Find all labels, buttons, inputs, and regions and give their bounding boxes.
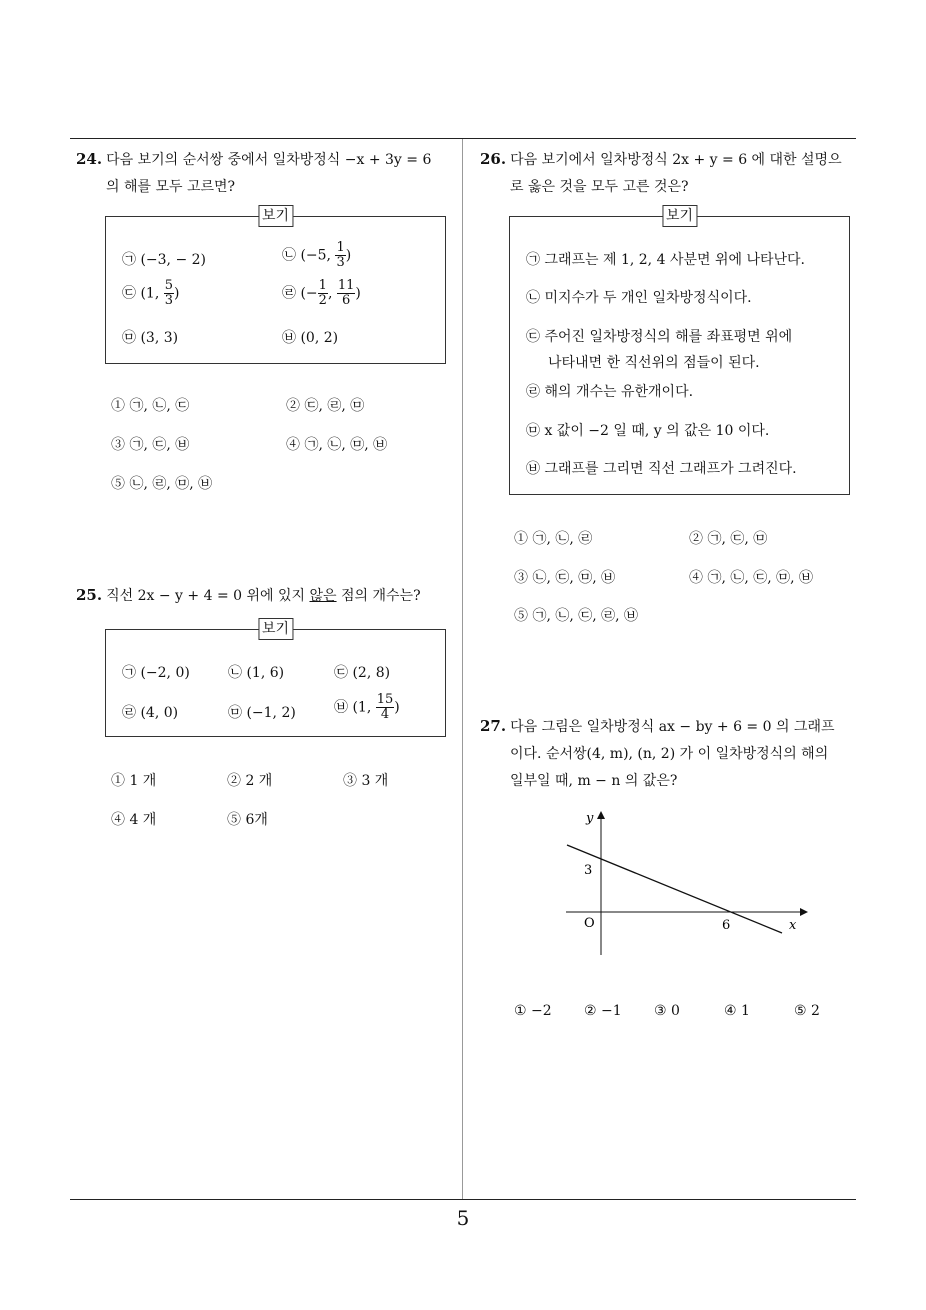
bogi-item: ㉣ (− $\frac{1}{2}$ , $\frac{11}{6}$ ) [282,278,361,308]
y-axis-arrow-icon [597,811,605,819]
bogi-title: 보기 [662,205,697,227]
graph-line [567,845,782,933]
bogi-item: ㉣ (4, 0) [122,705,179,721]
answer-option[interactable]: ② 2 개 [227,773,273,789]
answer-option[interactable]: ⑤ ㉠, ㉡, ㉢, ㉣, ㉥ [514,608,639,624]
y-intercept-label: 3 [584,863,593,878]
bogi-item: ㉥ (0, 2) [282,330,339,346]
answer-option[interactable]: ① 1 개 [111,773,157,789]
answer-option[interactable]: ③ 0 [654,1003,680,1019]
question-text: 일부일 때, m − n 의 값은? [510,773,678,789]
answer-option[interactable]: ② −1 [584,1003,622,1019]
bogi-item: ㉠ 그래프는 제 1, 2, 4 사분면 위에 나타난다. [526,252,806,268]
answer-option[interactable]: ④ ㉠, ㉡, ㉤, ㉥ [286,437,388,453]
answer-option[interactable]: ③ ㉡, ㉢, ㉤, ㉥ [514,570,616,586]
bogi-item: ㉥ 그래프를 그리면 직선 그래프가 그려진다. [526,461,797,477]
column-divider [462,139,463,1199]
answer-option[interactable]: ④ 4 개 [111,812,157,828]
x-axis-label: x [789,918,797,933]
question-text: 의 해를 모두 고르면? [106,179,236,195]
answer-option[interactable]: ③ 3 개 [343,773,389,789]
question-text: 이다. 순서쌍(4, m), (n, 2) 가 이 일차방정식의 해의 [510,746,829,762]
bogi-item: ㉢ (2, 8) [334,665,391,681]
x-axis-arrow-icon [800,908,808,916]
answer-option[interactable]: ⑤ 2 [794,1003,820,1019]
origin-label: O [584,916,595,931]
answer-option[interactable]: ③ ㉠, ㉢, ㉥ [111,437,190,453]
question-number: 27. [480,717,507,735]
answer-option[interactable]: ④ 1 [724,1003,750,1019]
answer-option[interactable]: ⑤ ㉡, ㉣, ㉤, ㉥ [111,476,213,492]
question-27 [480,713,862,795]
bogi-item: ㉢ 주어진 일차방정식의 해를 좌표평면 위에 [526,329,793,345]
underlined-word: 않은 [309,588,337,604]
bogi-box [105,208,446,364]
question-number: 24. [76,150,103,168]
bogi-box [105,621,446,737]
question-number: 25. [76,586,103,604]
bogi-item: ㉡ 미지수가 두 개인 일차방정식이다. [526,290,752,306]
bottom-rule [70,1199,856,1200]
question-number: 26. [480,150,507,168]
bogi-item: 나타내면 한 직선위의 점들이 된다. [548,355,760,371]
bogi-item: ㉡ (1, 6) [228,665,285,681]
answer-option[interactable]: ② ㉠, ㉢, ㉤ [689,531,768,547]
question-24 [76,146,458,201]
answer-option[interactable]: ① −2 [514,1003,552,1019]
bogi-item: ㉤ x 값이 −2 일 때, y 의 값은 10 이다. [526,423,770,439]
question-25 [76,582,458,610]
x-intercept-label: 6 [722,918,731,933]
answer-option[interactable]: ① ㉠, ㉡, ㉣ [514,531,593,547]
answer-option[interactable]: ④ ㉠, ㉡, ㉢, ㉤, ㉥ [689,570,814,586]
bogi-item: ㉠ (−2, 0) [122,665,190,681]
question-text: 점의 개수는? [336,588,421,604]
answer-option[interactable]: ② ㉢, ㉣, ㉤ [286,398,365,414]
bogi-item: ㉤ (3, 3) [122,330,179,346]
bogi-item: ㉠ (−3, − 2) [122,252,206,268]
answer-option[interactable]: ⑤ 6개 [227,812,268,828]
question-text: 다음 그림은 일차방정식 ax − by + 6 = 0 의 그래프 [510,719,835,735]
bogi-title: 보기 [258,205,293,227]
bogi-item: ㉤ (−1, 2) [228,705,296,721]
bogi-item: ㉥ (1, $\frac{15}{4}$ ) [334,692,400,722]
page-number: 5 [456,1206,470,1230]
question-text: 다음 보기의 순서쌍 중에서 일차방정식 −x + 3y = 6 [106,152,432,168]
top-rule [70,138,856,139]
bogi-item: ㉣ 해의 개수는 유한개이다. [526,384,694,400]
question-26 [480,146,862,201]
question-text: 다음 보기에서 일차방정식 2x + y = 6 에 대한 설명으 [510,152,842,168]
question-text: 직선 2x − y + 4 = 0 위에 있지 [106,588,310,604]
bogi-item: ㉡ (−5, $\frac{1}{3}$ ) [282,240,352,270]
line-graph [560,805,810,965]
bogi-item: ㉢ (1, $\frac{5}{3}$ ) [122,278,180,308]
bogi-box [509,208,850,495]
y-axis-label: y [586,811,594,826]
question-text: 로 옳은 것을 모두 고른 것은? [510,179,689,195]
answer-option[interactable]: ① ㉠, ㉡, ㉢ [111,398,190,414]
bogi-title: 보기 [258,618,293,640]
